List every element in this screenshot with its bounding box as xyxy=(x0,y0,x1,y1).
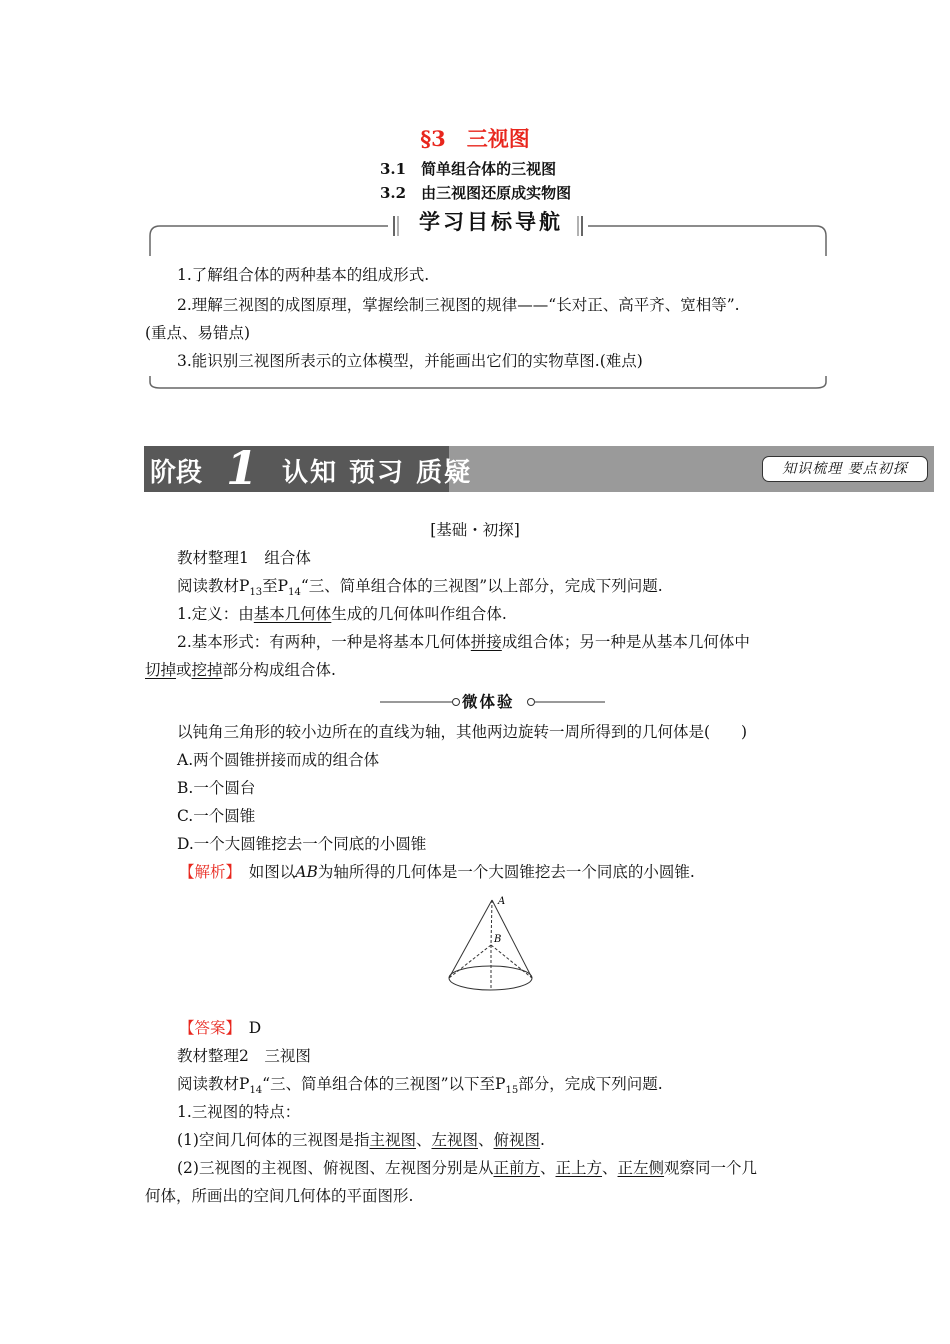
goal-2: 2.理解三视图的成图原理，掌握绘制三视图的规律——“长对正、高平齐、宽相等”. xyxy=(177,296,740,314)
option-c: C.一个圆锥 xyxy=(177,807,256,825)
material-2-title: 教材整理2 三视图 xyxy=(177,1047,311,1065)
stage-title: 认知 预习 质疑 xyxy=(282,458,473,488)
cone-figure xyxy=(440,890,540,1008)
stage-banner xyxy=(144,441,934,495)
option-a: A.两个圆锥拼接而成的组合体 xyxy=(177,751,380,769)
analysis-line: 【解析】 如图以AB为轴所得的几何体是一个大圆锥挖去一个同底的小圆锥. xyxy=(179,863,695,881)
forms-line-2: 切掉或挖掉部分构成组合体. xyxy=(145,661,336,679)
subsection-3-2: 3.2 由三视图还原成实物图 xyxy=(380,184,572,202)
subsection-3-1: 3.1 简单组合体的三视图 xyxy=(380,160,557,178)
definition-line: 1.定义：由基本几何体生成的几何体叫作组合体. xyxy=(177,605,507,623)
stage-number: 1 xyxy=(226,441,259,495)
option-d: D.一个大圆锥挖去一个同底的小圆锥 xyxy=(177,835,427,853)
answer-line: 【答案】 D xyxy=(179,1019,262,1037)
goals-title: 学习目标导航 xyxy=(419,210,563,234)
micro-title: 微体验 xyxy=(462,692,515,711)
goal-2-note: (重点、易错点) xyxy=(145,324,251,342)
option-b: B.一个圆台 xyxy=(177,779,256,797)
goal-3: 3.能识别三视图所表示的立体模型，并能画出它们的实物草图.(难点) xyxy=(177,352,643,370)
vertex-b-label: B xyxy=(494,934,502,945)
question-text: 以钝角三角形的较小边所在的直线为轴，其他两边旋转一周所得到的几何体是( ) xyxy=(177,723,748,741)
vertex-a-label: A xyxy=(498,896,506,907)
features-heading: 1.三视图的特点： xyxy=(177,1103,301,1121)
section-title: §3 三视图 xyxy=(420,126,530,151)
material-1-title: 教材整理1 组合体 xyxy=(177,549,311,567)
basis-heading: [基础・初探] xyxy=(430,521,520,539)
material-2-read: 阅读教材$P_{14}“$三、简单组合体的三视图”以下至$P_{15}$部分，完成下列问题. xyxy=(177,1075,663,1097)
feature-2: (2)三视图的主视图、俯视图、左视图分别是从正前方、正上方、正左侧观察同一个几 xyxy=(177,1159,758,1177)
feature-2-cont: 何体，所画出的空间几何体的平面图形. xyxy=(145,1187,414,1205)
goal-1: 1.了解组合体的两种基本的组成形式. xyxy=(177,266,430,284)
stage-tag: 知识梳理 要点初探 xyxy=(762,456,928,482)
forms-line: 2.基本形式：有两种，一种是将基本几何体拼接成组合体；另一种是从基本几何体中 xyxy=(177,633,750,651)
material-1-read: 阅读教材$P_{13}$至$P_{14}“$三、简单组合体的三视图”以上部分，完成下列问题. xyxy=(177,577,663,599)
feature-1: (1)空间几何体的三视图是指主视图、左视图、俯视图. xyxy=(177,1131,545,1149)
stage-label: 阶段 xyxy=(150,458,203,488)
